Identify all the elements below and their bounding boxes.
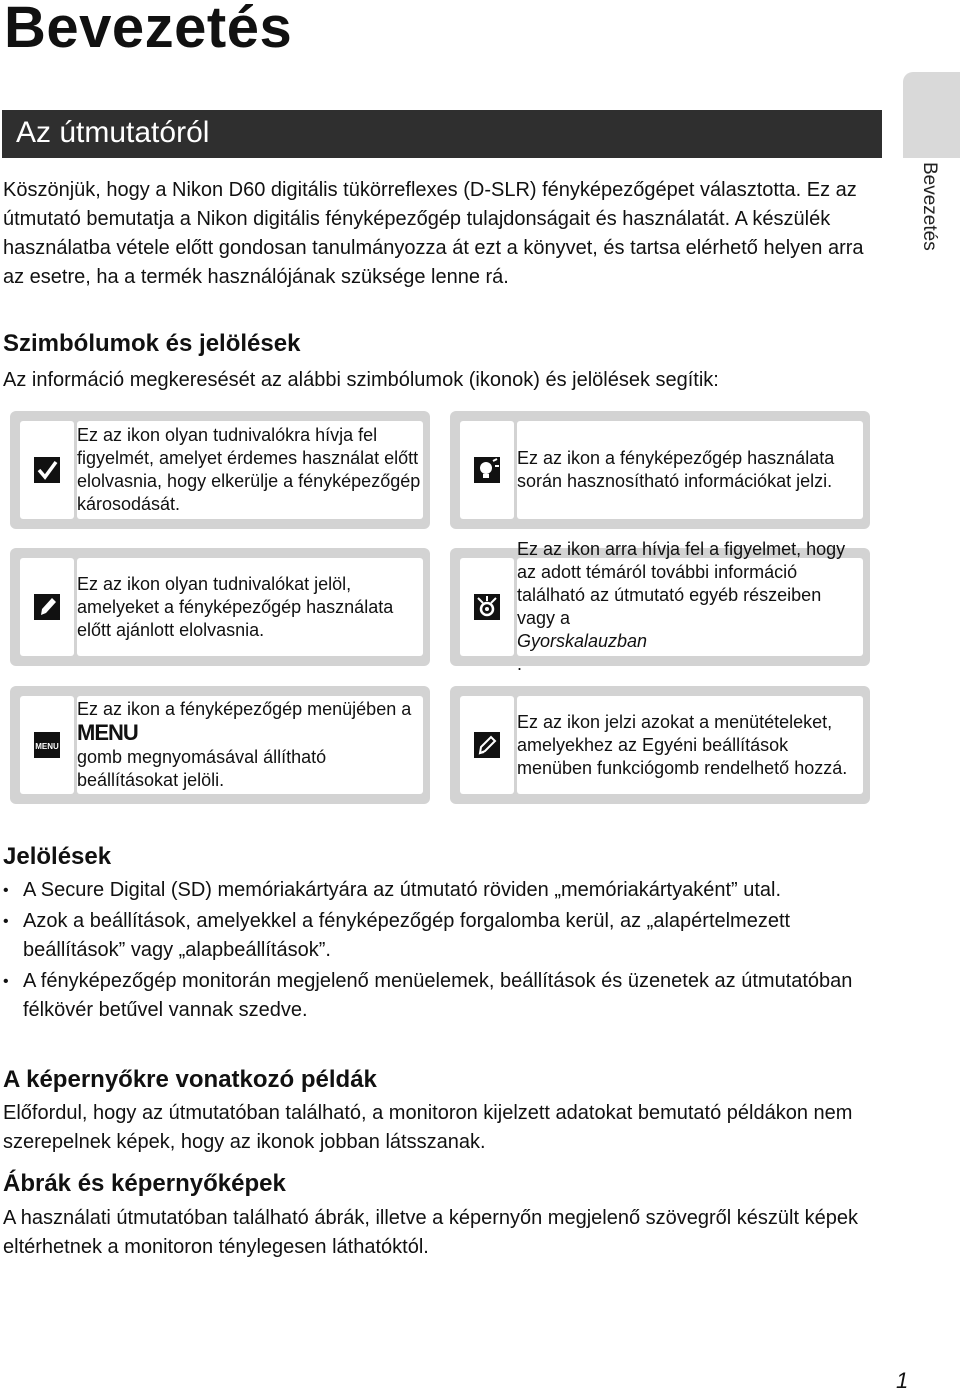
reference-icon	[460, 558, 514, 656]
list-item: • A fényképezőgép monitorán megjelenő menüelemek, beállítások és üzenetek az útmutatóban félkövér betűvel vannak szedve.	[3, 967, 883, 1025]
reference-text-end: .	[517, 654, 523, 674]
tip-icon	[460, 421, 514, 519]
reference-text-part: Ez az ikon arra hívja fel a figyelmet, hogy az adott témáról további információ található az útmutató egyéb részeiben vagy a	[517, 539, 846, 628]
symbol-box-menu	[10, 686, 430, 804]
symbol-box-caution	[10, 411, 430, 529]
intro-paragraph: Köszönjük, hogy a Nikon D60 digitális tükörreflexes (D-SLR) fényképezőgépet választotta. Ez az útmutató bemutatja a Nikon digitális fényképezőgép tulajdonságait és használatát. A készülék használatba vétele előtt gondosan tanulmányozza át ezt a könyvet, és tartsa elérhető helyen arra az esetre, ha a termék használójának szüksége lenne rá.	[3, 179, 864, 288]
custom-settings-icon	[460, 696, 514, 794]
symbol-text-custom-content: Ez az ikon jelzi azokat a menütételeket, amelyekhez az Egyéni beállítások menüben funkciógomb rendelhető hozzá.	[517, 711, 848, 778]
symbol-box-note	[10, 548, 430, 666]
symbols-heading: Szimbólumok és jelölések	[3, 330, 301, 357]
list-item: • Azok a beállítások, amelyekkel a fényképezőgép forgalomba kerül, az „alapértelmezett beállítások” vagy „alapbeállítások”.	[3, 907, 883, 965]
figures-text: A használati útmutatóban található ábrák, illetve a képernyőn megjelenő szövegről készült képek eltérhetnek a monitoron ténylegesen láthatóktól.	[3, 1207, 858, 1258]
menu-text-end: gomb megnyomásával állítható beállításokat jelöli.	[77, 747, 327, 790]
page-number: 1	[896, 1368, 909, 1392]
symbol-text-menu	[77, 696, 423, 794]
symbol-text-note	[77, 558, 423, 656]
svg-text:MENU: MENU	[35, 742, 59, 751]
caution-check-icon	[20, 421, 74, 519]
menu-button-glyph: MENU	[77, 720, 138, 745]
symbol-text-reference-content	[517, 538, 863, 676]
section-title: Az útmutatóról	[16, 116, 210, 149]
notations-heading: Jelölések	[3, 843, 112, 870]
menu-icon	[20, 696, 74, 794]
symbol-text-tip	[517, 421, 863, 519]
screen-examples-text: Előfordul, hogy az útmutatóban található, a monitoron kijelzett adatokat bemutató példákon nem szerepelnek képek, hogy az ikonok jobban látsszanak.	[3, 1102, 853, 1153]
screen-examples-heading: A képernyőkre vonatkozó példák	[3, 1066, 377, 1093]
symbol-text-note-content: Ez az ikon olyan tudnivalókat jelöl, amelyeket a fényképezőgép használata előtt ajánlott elolvasnia.	[77, 573, 394, 640]
symbols-lead: Az információ megkeresését az alábbi szimbólumok (ikonok) és jelölések segítik:	[3, 369, 719, 391]
menu-text-part: Ez az ikon a fényképezőgép menüjében a	[77, 699, 412, 719]
reference-text-italic: Gyorskalauzban	[517, 631, 648, 651]
notations-list	[3, 876, 883, 1027]
symbol-text-tip-content: Ez az ikon a fényképezőgép használata során hasznosítható információkat jelzi.	[517, 448, 835, 491]
symbol-box-reference	[450, 539, 870, 674]
side-label	[900, 160, 940, 270]
figures-heading: Ábrák és képernyőképek	[3, 1170, 286, 1197]
symbol-text-menu-content	[77, 698, 423, 792]
symbol-text-custom	[517, 696, 863, 794]
page-title: Bevezetés	[4, 0, 293, 60]
symbol-text-caution-content: Ez az ikon olyan tudnivalókra hívja fel figyelmét, amelyet érdemes használat előtt elolvasnia, hogy elkerülje a fényképezőgép károsodását.	[77, 425, 421, 514]
note-pencil-icon	[20, 558, 74, 656]
symbol-box-tip	[450, 411, 870, 529]
symbol-text-caution	[77, 421, 423, 519]
section-header-bar	[2, 110, 882, 158]
symbol-box-custom	[450, 686, 870, 804]
side-label-text: Bevezetés	[919, 162, 940, 251]
side-tab	[903, 72, 960, 158]
symbol-text-reference	[517, 539, 863, 674]
list-item: • A Secure Digital (SD) memóriakártyára az útmutató röviden „memóriakártyaként” utal.	[3, 876, 883, 905]
